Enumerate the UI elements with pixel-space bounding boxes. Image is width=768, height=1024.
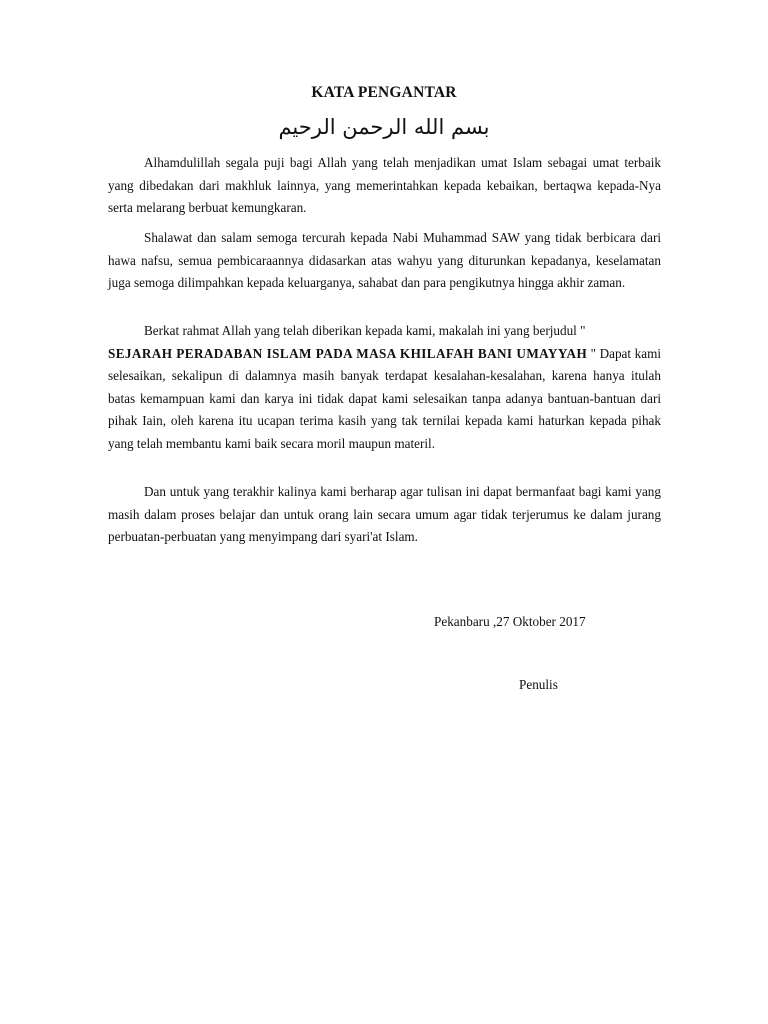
basmalah-heading: بسم الله الرحمن الرحيم: [278, 115, 490, 139]
paragraph-2: [108, 227, 661, 295]
paragraph-3-intro: Berkat rahmat Allah yang telah diberikan kepada kami, makalah ini yang berjudul ": [144, 323, 586, 338]
paragraph-4-text: Dan untuk yang terakhir kalinya kami berharap agar tulisan ini dapat bermanfaat bagi kami yang masih dalam proses belajar dan untuk orang lain secara umum agar tidak terjerumus ke dalam jurang perbuatan-perbuatan yang menyimpang dari syari'at Islam.: [108, 484, 661, 544]
author-signature-label: Penulis: [519, 677, 558, 692]
paragraph-3: [108, 320, 661, 455]
paragraph-4: [108, 481, 661, 549]
paragraph-3-rest: " Dapat kami selesaikan, sekalipun di dalamnya masih banyak terdapat kesalahan-kesalahan, karena hanya itulah batas kemampuan kami dan karya ini tidak dapat kami selesaikan tanpa adanya bantuan-bantuan dari pihak Iain, oleh karena itu ucapan terima kasih yang tak ternilai kepada kami haturkan kepada pihak yang telah membantu kami baik secara moril maupun materil.: [108, 345, 661, 451]
paragraph-1-text: Alhamdulillah segala puji bagi Allah yang telah menjadikan umat Islam sebagai umat terbaik yang dibedakan dari makhluk lainnya, yang memerintahkan kepada kebaikan, bertaqwa kepada-Nya serta melarang berbuat kemungkaran.: [108, 155, 661, 215]
paragraph-2-text: Shalawat dan salam semoga tercurah kepada Nabi Muhammad SAW yang tidak berbicara dari hawa nafsu, semua pembicaraannya didasarkan atas wahyu yang diturunkan kepadanya, keselamatan juga semoga dilimpahkan kepada keluarganya, sahabat dan para pengikutnya hingga akhir zaman.: [108, 230, 661, 290]
place-date: Pekanbaru ,27 Oktober 2017: [434, 614, 586, 629]
paragraph-3-text: [108, 320, 661, 455]
paragraph-1: [108, 152, 661, 220]
paper-title-bold: SEJARAH PERADABAN ISLAM PADA MASA KHILAFAH BANI UMAYYAH: [108, 345, 588, 361]
page-title: KATA PENGANTAR: [311, 84, 457, 101]
